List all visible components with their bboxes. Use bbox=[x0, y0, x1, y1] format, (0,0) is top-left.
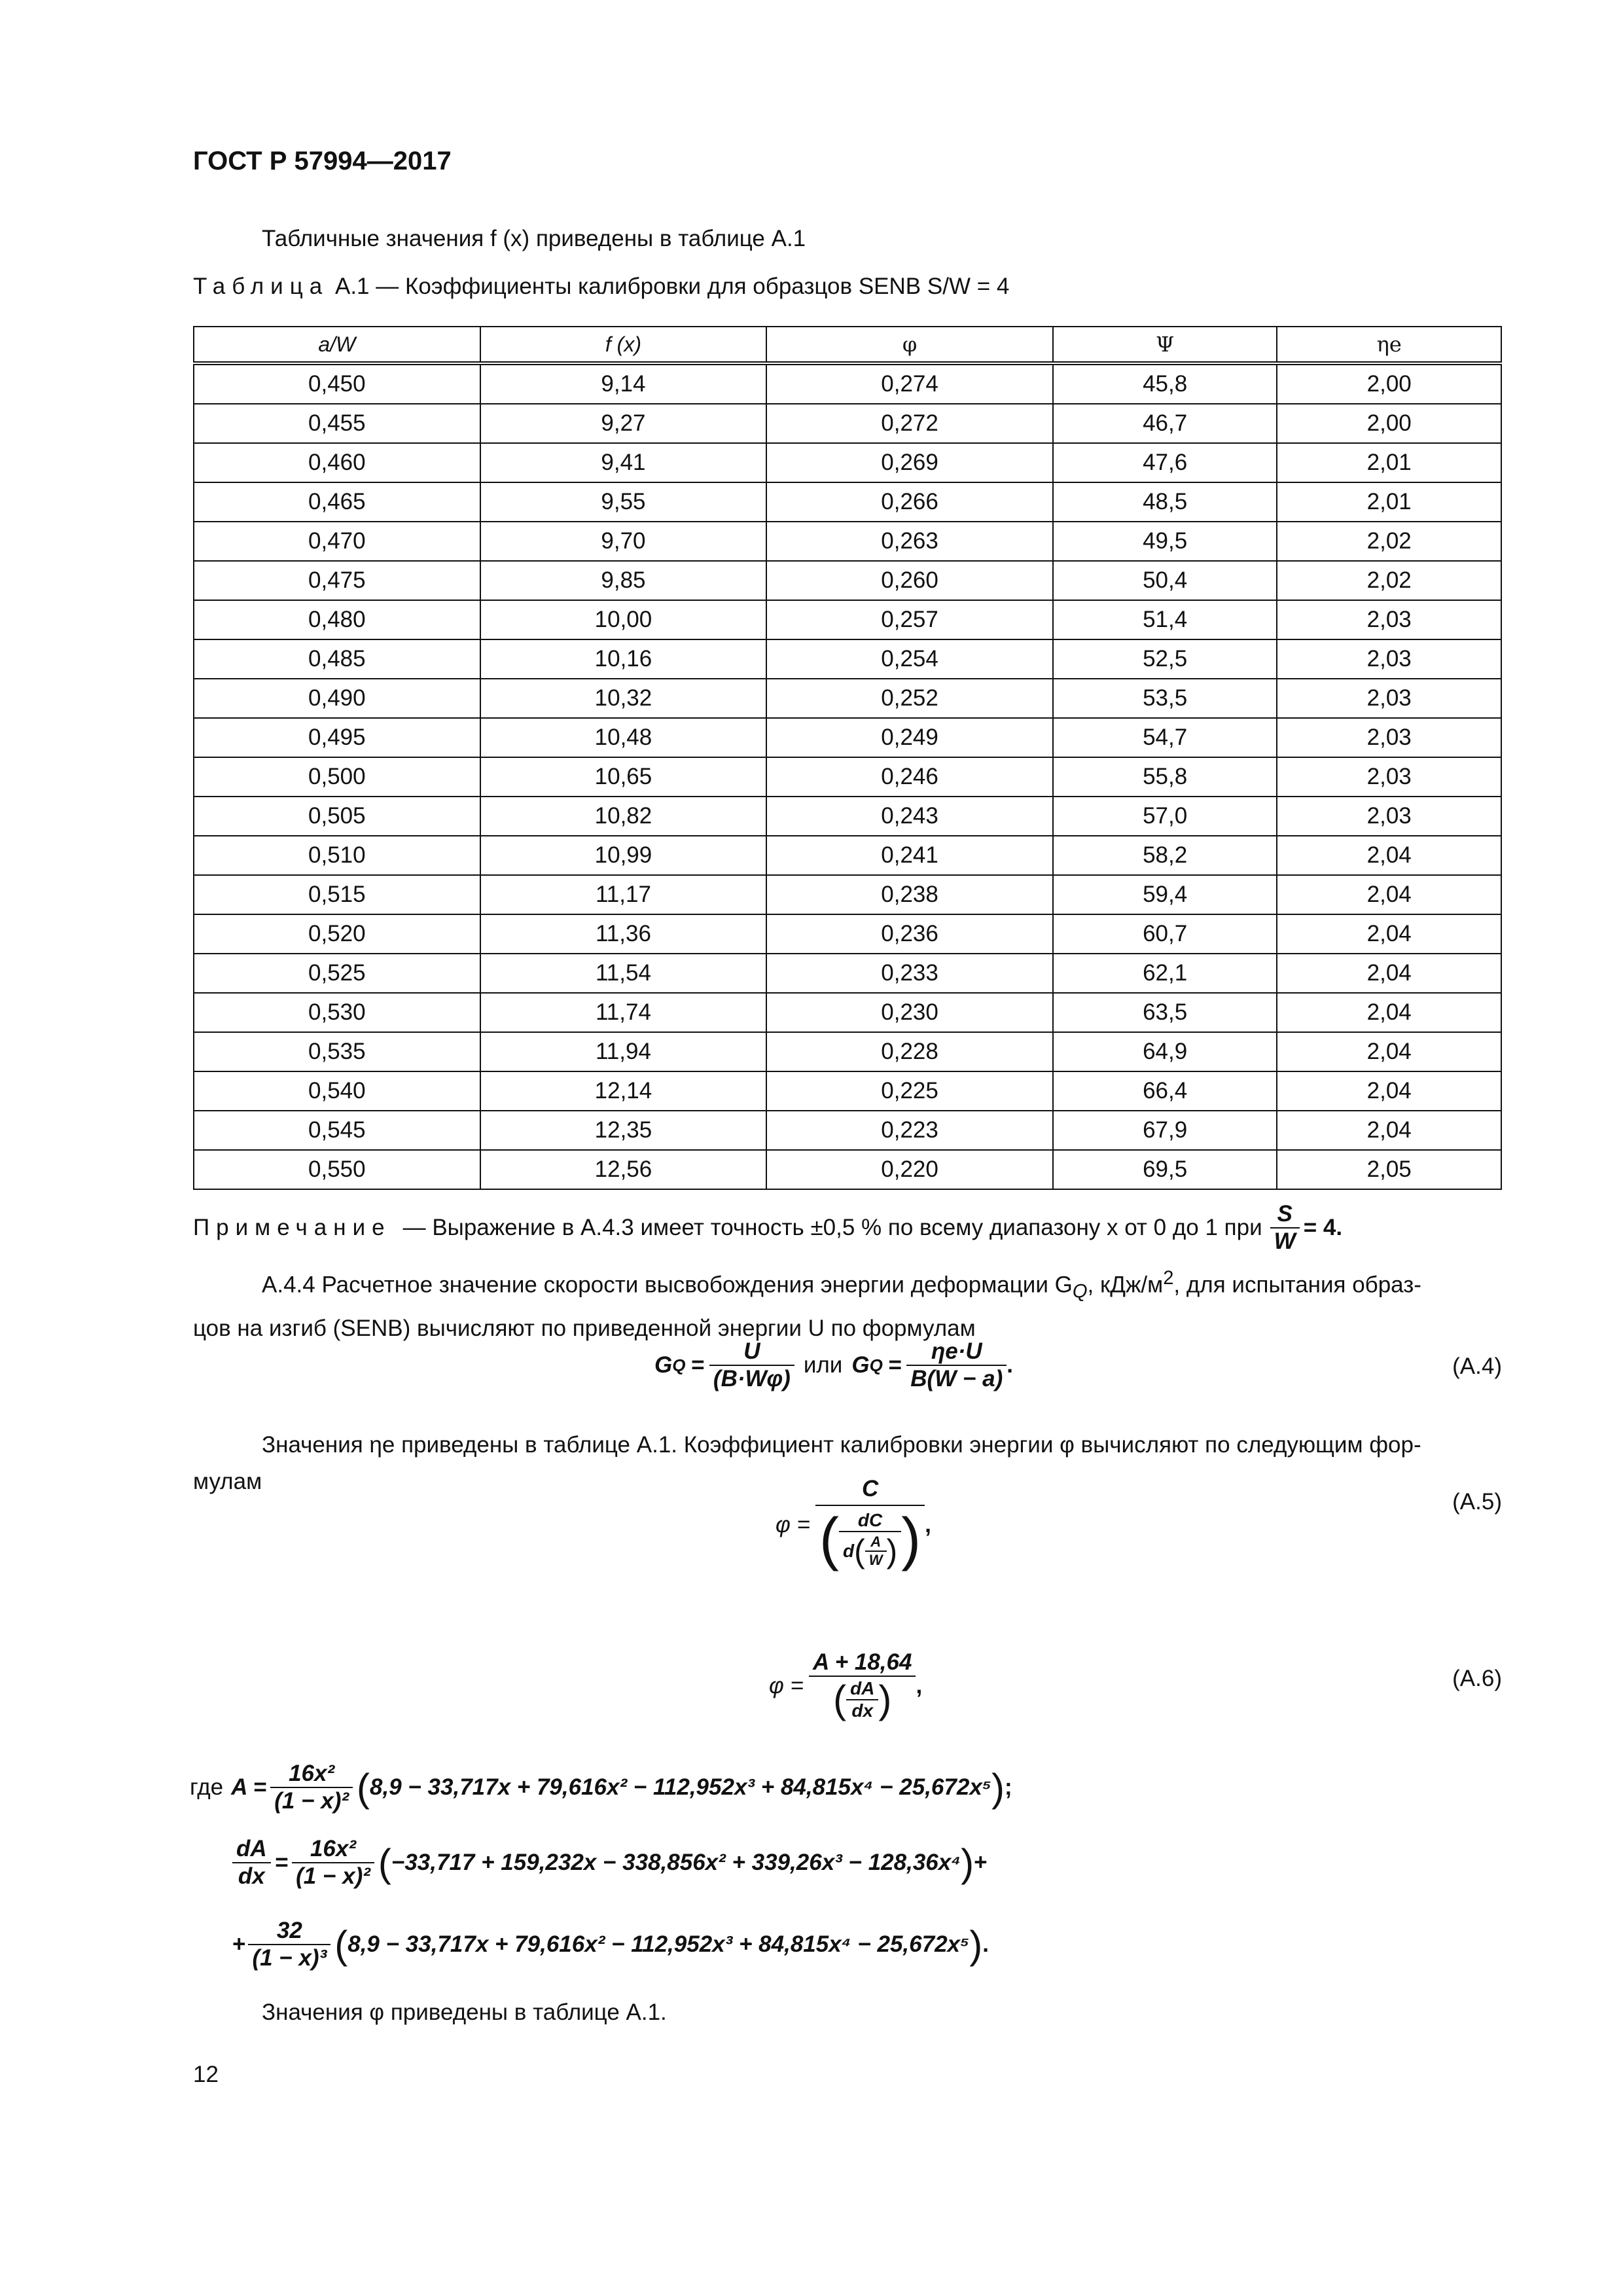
table-row bbox=[194, 639, 1501, 679]
paragraph-a44: А.4.4 Расчетное значение скорости высвобождения энергии деформации $G_Q$, кДж/$м^2$, для испытания образ- цов на изгиб (SENB) вычисляют по приведенной энергии U по формулам bbox=[193, 1268, 1421, 1341]
table-cell: 0,520 bbox=[194, 914, 480, 954]
table-cell: 0,515 bbox=[194, 875, 480, 914]
table-cell: 9,70 bbox=[480, 522, 767, 561]
table-cell: 0,238 bbox=[766, 875, 1053, 914]
equation-a-definition: где A = $\frac{\text{16x²}}{\text{(1 − x)²}}$ ( 8,9 − 33,717x + 79,616x² − 112,952x³ + 84,815x⁴ − 25,672x⁵ ) ; bbox=[190, 1761, 1012, 1814]
note-label: Примечание bbox=[193, 1215, 391, 1240]
table-header-row bbox=[194, 327, 1501, 363]
eq-a6-frac: A + 18,64 ( $\frac{dA}{dx}$ ) bbox=[809, 1649, 916, 1722]
table-cell: 2,00 bbox=[1277, 363, 1501, 404]
table-cell: 2,03 bbox=[1277, 757, 1501, 797]
table-cell: 53,5 bbox=[1053, 679, 1277, 718]
table-cell: 2,04 bbox=[1277, 1111, 1501, 1150]
table-cell: 0,530 bbox=[194, 993, 480, 1032]
table-cell: 2,05 bbox=[1277, 1150, 1501, 1189]
table-cell: 0,223 bbox=[766, 1111, 1053, 1150]
table-row bbox=[194, 404, 1501, 443]
table-cell: 0,500 bbox=[194, 757, 480, 797]
table-cell: 64,9 bbox=[1053, 1032, 1277, 1071]
table-cell: 2,03 bbox=[1277, 600, 1501, 639]
table-cell: 67,9 bbox=[1053, 1111, 1277, 1150]
table-cell: 0,228 bbox=[766, 1032, 1053, 1071]
eq-a5-frac: C ( dC d ( $\frac{A}{W}$ ) ) bbox=[815, 1476, 925, 1573]
table-cell: 10,16 bbox=[480, 639, 767, 679]
table-row bbox=[194, 954, 1501, 993]
table-cell: 2,04 bbox=[1277, 875, 1501, 914]
table-cell: 48,5 bbox=[1053, 482, 1277, 522]
eq-a4-frac2: $\frac{\eta e\cdot U}{B(W - a)}$ bbox=[906, 1338, 1007, 1392]
equation-a4: G Q = $\frac{U}{(B\cdot W\varphi)}$ или G Q = $\frac{\eta e\cdot U}{B(W - a)}$ . bbox=[654, 1338, 1013, 1391]
table-cell: 0,220 bbox=[766, 1150, 1053, 1189]
table-caption bbox=[193, 274, 1009, 300]
table-cell: 0,485 bbox=[194, 639, 480, 679]
table-cell: 10,48 bbox=[480, 718, 767, 757]
table-cell: 0,260 bbox=[766, 561, 1053, 600]
table-cell: 2,03 bbox=[1277, 679, 1501, 718]
table-cell: 9,55 bbox=[480, 482, 767, 522]
table-cell: 0,266 bbox=[766, 482, 1053, 522]
table-cell: 66,4 bbox=[1053, 1071, 1277, 1111]
table-cell: 0,490 bbox=[194, 679, 480, 718]
table-cell: 2,03 bbox=[1277, 718, 1501, 757]
table-cell: 2,01 bbox=[1277, 482, 1501, 522]
col-header-fx: f (x) bbox=[480, 327, 767, 363]
table-cell: 9,27 bbox=[480, 404, 767, 443]
table-cell: 10,00 bbox=[480, 600, 767, 639]
table-cell: 0,450 bbox=[194, 363, 480, 404]
table-cell: 50,4 bbox=[1053, 561, 1277, 600]
table-cell: 0,233 bbox=[766, 954, 1053, 993]
note-fraction: $\frac{S}{W}$ bbox=[1270, 1201, 1300, 1255]
table-cell: 57,0 bbox=[1053, 797, 1277, 836]
table-cell: 2,02 bbox=[1277, 561, 1501, 600]
table-cell: 10,82 bbox=[480, 797, 767, 836]
paragraph-eta: Значения ηe приведены в таблице А.1. Коэффициент калибровки энергии φ вычисляют по следующим фор- мулам bbox=[193, 1432, 1421, 1494]
closing-line: Значения φ приведены в таблице А.1. bbox=[262, 2000, 667, 2025]
table-cell: 45,8 bbox=[1053, 363, 1277, 404]
table-cell: 0,455 bbox=[194, 404, 480, 443]
table-cell: 11,94 bbox=[480, 1032, 767, 1071]
table-cell: 0,272 bbox=[766, 404, 1053, 443]
table-row bbox=[194, 875, 1501, 914]
table-cell: 12,56 bbox=[480, 1150, 767, 1189]
table-cell: 0,460 bbox=[194, 443, 480, 482]
table-cell: 0,475 bbox=[194, 561, 480, 600]
table-cell: 0,243 bbox=[766, 797, 1053, 836]
table-cell: 51,4 bbox=[1053, 600, 1277, 639]
equation-a5: φ = C ( dC d ( $\frac{A}{W}$ ) ) , bbox=[776, 1476, 931, 1572]
table-cell: 0,495 bbox=[194, 718, 480, 757]
table-cell: 2,01 bbox=[1277, 443, 1501, 482]
eq-a4-frac1: $\frac{U}{(B\cdot W\varphi)}$ bbox=[709, 1338, 794, 1392]
table-cell: 62,1 bbox=[1053, 954, 1277, 993]
intro-line: Табличные значения f (x) приведены в таблице А.1 bbox=[262, 226, 806, 251]
table-row bbox=[194, 836, 1501, 875]
eq-a4-number: (А.4) bbox=[1452, 1354, 1502, 1379]
table-row bbox=[194, 757, 1501, 797]
table-cell: 0,274 bbox=[766, 363, 1053, 404]
table-cell: 46,7 bbox=[1053, 404, 1277, 443]
table-cell: 12,35 bbox=[480, 1111, 767, 1150]
col-header-eta: ηe bbox=[1277, 327, 1501, 363]
table-cell: 11,17 bbox=[480, 875, 767, 914]
equation-da-dx-continued: + $\frac{32}{\text{(1 − x)³}}$ ( 8,9 − 33,717x + 79,616x² − 112,952x³ + 84,815x⁴ − 25,672x⁵ ) . bbox=[232, 1918, 989, 1971]
table-cell: 0,246 bbox=[766, 757, 1053, 797]
equation-a6: φ = A + 18,64 ( $\frac{dA}{dx}$ ) , bbox=[769, 1649, 923, 1721]
table-cell: 11,74 bbox=[480, 993, 767, 1032]
table-row bbox=[194, 561, 1501, 600]
table-cell: 0,550 bbox=[194, 1150, 480, 1189]
col-header-aw: a/W bbox=[194, 327, 480, 363]
table-cell: 0,263 bbox=[766, 522, 1053, 561]
table-cell: 55,8 bbox=[1053, 757, 1277, 797]
table-cell: 0,480 bbox=[194, 600, 480, 639]
table-cell: 54,7 bbox=[1053, 718, 1277, 757]
table-row bbox=[194, 1071, 1501, 1111]
table-row bbox=[194, 679, 1501, 718]
table-cell: 2,02 bbox=[1277, 522, 1501, 561]
table-row bbox=[194, 522, 1501, 561]
table-cell: 2,04 bbox=[1277, 836, 1501, 875]
table-cell: 0,236 bbox=[766, 914, 1053, 954]
eq-a6-number: (А.6) bbox=[1452, 1666, 1502, 1691]
table-cell: 9,85 bbox=[480, 561, 767, 600]
table-cell: 0,254 bbox=[766, 639, 1053, 679]
table-cell: 10,99 bbox=[480, 836, 767, 875]
table-cell: 11,54 bbox=[480, 954, 767, 993]
col-header-phi: φ bbox=[766, 327, 1053, 363]
table-row bbox=[194, 1111, 1501, 1150]
col-header-psi: Ψ bbox=[1053, 327, 1277, 363]
table-cell: 2,04 bbox=[1277, 954, 1501, 993]
table-row bbox=[194, 797, 1501, 836]
table-row bbox=[194, 363, 1501, 404]
table-row bbox=[194, 993, 1501, 1032]
table-cell: 0,252 bbox=[766, 679, 1053, 718]
table-cell: 2,00 bbox=[1277, 404, 1501, 443]
table-cell: 2,03 bbox=[1277, 639, 1501, 679]
table-cell: 49,5 bbox=[1053, 522, 1277, 561]
table-cell: 2,04 bbox=[1277, 1071, 1501, 1111]
table-cell: 0,510 bbox=[194, 836, 480, 875]
table-cell: 63,5 bbox=[1053, 993, 1277, 1032]
table-cell: 0,269 bbox=[766, 443, 1053, 482]
table-cell: 0,545 bbox=[194, 1111, 480, 1150]
table-cell: 2,04 bbox=[1277, 1032, 1501, 1071]
table-cell: 10,32 bbox=[480, 679, 767, 718]
table-cell: 47,6 bbox=[1053, 443, 1277, 482]
calibration-table bbox=[193, 326, 1502, 1190]
table-cell: 0,525 bbox=[194, 954, 480, 993]
table-note bbox=[193, 1201, 1342, 1255]
eq-a5-number: (А.5) bbox=[1452, 1489, 1502, 1515]
table-row bbox=[194, 1032, 1501, 1071]
table-cell: 0,257 bbox=[766, 600, 1053, 639]
table-row bbox=[194, 443, 1501, 482]
table-cell: 11,36 bbox=[480, 914, 767, 954]
table-cell: 0,465 bbox=[194, 482, 480, 522]
table-cell: 2,03 bbox=[1277, 797, 1501, 836]
table-cell: 58,2 bbox=[1053, 836, 1277, 875]
table-cell: 0,535 bbox=[194, 1032, 480, 1071]
table-caption-text: А.1 — Коэффициенты калибровки для образцов SENB S/W = 4 bbox=[334, 274, 1010, 299]
table-cell: 2,04 bbox=[1277, 993, 1501, 1032]
document-header: ГОСТ Р 57994—2017 bbox=[193, 147, 452, 175]
equation-da-dx: $\frac{dA}{dx}$ = $\frac{\text{16x²}}{\text{(1 − x)²}}$ ( −33,717 + 159,232x − 338,856x² + 339,26x³ − 128,36x⁴ ) + bbox=[232, 1836, 988, 1890]
table-cell: 0,249 bbox=[766, 718, 1053, 757]
table-cell: 0,470 bbox=[194, 522, 480, 561]
table-row bbox=[194, 914, 1501, 954]
table-cell: 0,241 bbox=[766, 836, 1053, 875]
table-cell: 9,14 bbox=[480, 363, 767, 404]
table-cell: 12,14 bbox=[480, 1071, 767, 1111]
table-cell: 0,225 bbox=[766, 1071, 1053, 1111]
table-cell: 0,540 bbox=[194, 1071, 480, 1111]
table-cell: 0,505 bbox=[194, 797, 480, 836]
table-cell: 59,4 bbox=[1053, 875, 1277, 914]
table-cell: 52,5 bbox=[1053, 639, 1277, 679]
table-cell: 9,41 bbox=[480, 443, 767, 482]
table-cell: 60,7 bbox=[1053, 914, 1277, 954]
table-cell: 10,65 bbox=[480, 757, 767, 797]
table-row bbox=[194, 600, 1501, 639]
table-row bbox=[194, 718, 1501, 757]
table-cell: 0,230 bbox=[766, 993, 1053, 1032]
table-cell: 2,04 bbox=[1277, 914, 1501, 954]
table-caption-label: Таблица bbox=[193, 274, 329, 299]
table-row bbox=[194, 1150, 1501, 1189]
note-tail: = 4. bbox=[1303, 1215, 1343, 1240]
table-body bbox=[194, 363, 1501, 1189]
table-row bbox=[194, 482, 1501, 522]
note-text: — Выражение в А.4.3 имеет точность ±0,5 % по всему диапазону x от 0 до 1 при bbox=[402, 1215, 1262, 1240]
page-number: 12 bbox=[193, 2062, 219, 2087]
table-cell: 69,5 bbox=[1053, 1150, 1277, 1189]
